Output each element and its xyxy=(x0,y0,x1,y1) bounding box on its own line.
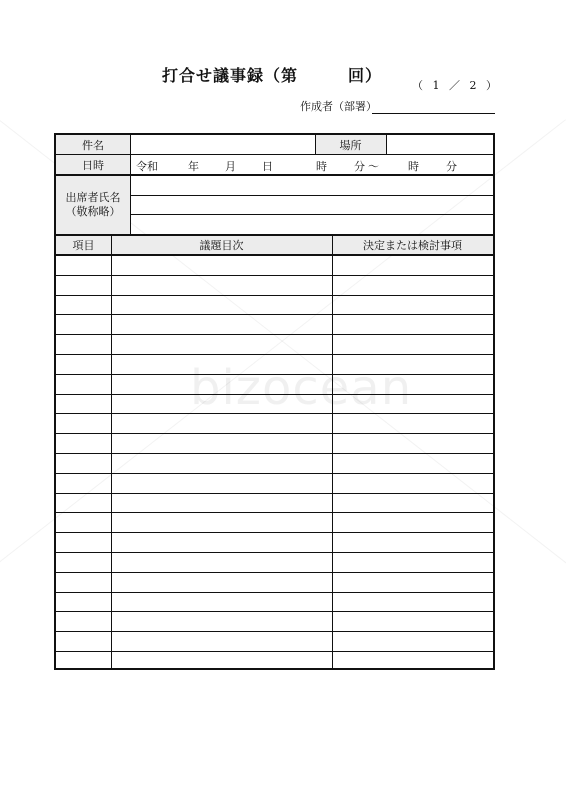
title-suffix: 回） xyxy=(348,66,383,85)
end-minute-label: 分 xyxy=(446,160,457,173)
row-decision-cell[interactable] xyxy=(333,533,493,552)
attendees-field-1[interactable] xyxy=(131,176,493,195)
place-label: 場所 xyxy=(315,135,386,154)
subject-field[interactable] xyxy=(130,135,315,154)
row-decision-cell[interactable] xyxy=(333,414,493,433)
row-item-cell[interactable] xyxy=(56,593,111,612)
page-current: 1 xyxy=(432,79,440,92)
watermark: bizocean xyxy=(190,360,413,416)
row-agenda-cell[interactable] xyxy=(112,454,332,473)
row-agenda-cell[interactable] xyxy=(112,494,332,513)
row-agenda-cell[interactable] xyxy=(112,652,332,671)
row-item-cell[interactable] xyxy=(56,395,111,414)
author-label: 作成者（部署） xyxy=(300,100,377,113)
row-agenda-cell[interactable] xyxy=(112,395,332,414)
page-open-paren: （ xyxy=(412,79,423,92)
row-agenda-cell[interactable] xyxy=(112,553,332,572)
row-item-cell[interactable] xyxy=(56,553,111,572)
row-item-cell[interactable] xyxy=(56,375,111,394)
row-agenda-cell[interactable] xyxy=(112,256,332,275)
row-agenda-cell[interactable] xyxy=(112,593,332,612)
row-item-cell[interactable] xyxy=(56,652,111,671)
row-item-cell[interactable] xyxy=(56,494,111,513)
row-decision-cell[interactable] xyxy=(333,612,493,631)
era-label: 令和 xyxy=(136,160,158,173)
datetime-field[interactable] xyxy=(130,155,493,174)
page-separator: ／ xyxy=(449,79,460,92)
row-item-cell[interactable] xyxy=(56,632,111,651)
row-agenda-cell[interactable] xyxy=(112,355,332,374)
row-decision-cell[interactable] xyxy=(333,375,493,394)
row-agenda-cell[interactable] xyxy=(112,414,332,433)
minutes-form xyxy=(54,133,495,670)
row-decision-cell[interactable] xyxy=(333,296,493,315)
subject-label: 件名 xyxy=(56,135,130,154)
row-item-cell[interactable] xyxy=(56,276,111,295)
row-agenda-cell[interactable] xyxy=(112,335,332,354)
row-agenda-cell[interactable] xyxy=(112,513,332,532)
author-field[interactable] xyxy=(372,113,495,114)
row-decision-cell[interactable] xyxy=(333,355,493,374)
start-hour-label: 時 xyxy=(316,160,327,173)
row-decision-cell[interactable] xyxy=(333,573,493,592)
month-label: 月 xyxy=(225,160,236,173)
row-item-cell[interactable] xyxy=(56,533,111,552)
row-decision-cell[interactable] xyxy=(333,513,493,532)
row-agenda-cell[interactable] xyxy=(112,276,332,295)
row-agenda-cell[interactable] xyxy=(112,632,332,651)
row-decision-cell[interactable] xyxy=(333,454,493,473)
row-item-cell[interactable] xyxy=(56,414,111,433)
day-label: 日 xyxy=(262,160,273,173)
range-tilde: ～ xyxy=(368,160,379,173)
place-field[interactable] xyxy=(386,135,493,154)
row-decision-cell[interactable] xyxy=(333,632,493,651)
row-item-cell[interactable] xyxy=(56,474,111,493)
row-item-cell[interactable] xyxy=(56,454,111,473)
page-total: 2 xyxy=(469,79,477,92)
row-agenda-cell[interactable] xyxy=(112,434,332,453)
row-decision-cell[interactable] xyxy=(333,434,493,453)
row-decision-cell[interactable] xyxy=(333,474,493,493)
row-item-cell[interactable] xyxy=(56,335,111,354)
row-decision-cell[interactable] xyxy=(333,335,493,354)
row-decision-cell[interactable] xyxy=(333,315,493,334)
title-prefix: 打合せ議事録（第 xyxy=(162,66,299,85)
row-agenda-cell[interactable] xyxy=(112,315,332,334)
row-agenda-cell[interactable] xyxy=(112,474,332,493)
year-label: 年 xyxy=(188,160,199,173)
attendees-field-3[interactable] xyxy=(131,215,493,234)
start-minute-label: 分 xyxy=(354,160,365,173)
row-decision-cell[interactable] xyxy=(333,395,493,414)
attendees-label-line1: 出席者氏名 xyxy=(65,191,121,204)
row-item-cell[interactable] xyxy=(56,256,111,275)
row-decision-cell[interactable] xyxy=(333,593,493,612)
row-item-cell[interactable] xyxy=(56,513,111,532)
attendees-label xyxy=(56,176,130,234)
row-decision-cell[interactable] xyxy=(333,494,493,513)
row-agenda-cell[interactable] xyxy=(112,296,332,315)
page-close-paren: ） xyxy=(486,79,497,92)
attendees-label-line2: （敬称略） xyxy=(65,205,121,218)
row-agenda-cell[interactable] xyxy=(112,375,332,394)
row-decision-cell[interactable] xyxy=(333,256,493,275)
col-header-decision: 決定または検討事項 xyxy=(332,236,493,254)
row-decision-cell[interactable] xyxy=(333,553,493,572)
datetime-label: 日時 xyxy=(56,155,130,174)
row-item-cell[interactable] xyxy=(56,355,111,374)
document-title xyxy=(162,63,382,86)
row-item-cell[interactable] xyxy=(56,315,111,334)
row-decision-cell[interactable] xyxy=(333,276,493,295)
row-item-cell[interactable] xyxy=(56,573,111,592)
row-agenda-cell[interactable] xyxy=(112,612,332,631)
attendees-field-2[interactable] xyxy=(131,196,493,214)
row-item-cell[interactable] xyxy=(56,296,111,315)
row-decision-cell[interactable] xyxy=(333,652,493,671)
col-header-agenda: 議題目次 xyxy=(111,236,332,254)
col-header-item: 項目 xyxy=(56,236,111,254)
row-item-cell[interactable] xyxy=(56,434,111,453)
page-number xyxy=(412,77,497,93)
row-agenda-cell[interactable] xyxy=(112,573,332,592)
row-item-cell[interactable] xyxy=(56,612,111,631)
row-agenda-cell[interactable] xyxy=(112,533,332,552)
end-hour-label: 時 xyxy=(408,160,419,173)
